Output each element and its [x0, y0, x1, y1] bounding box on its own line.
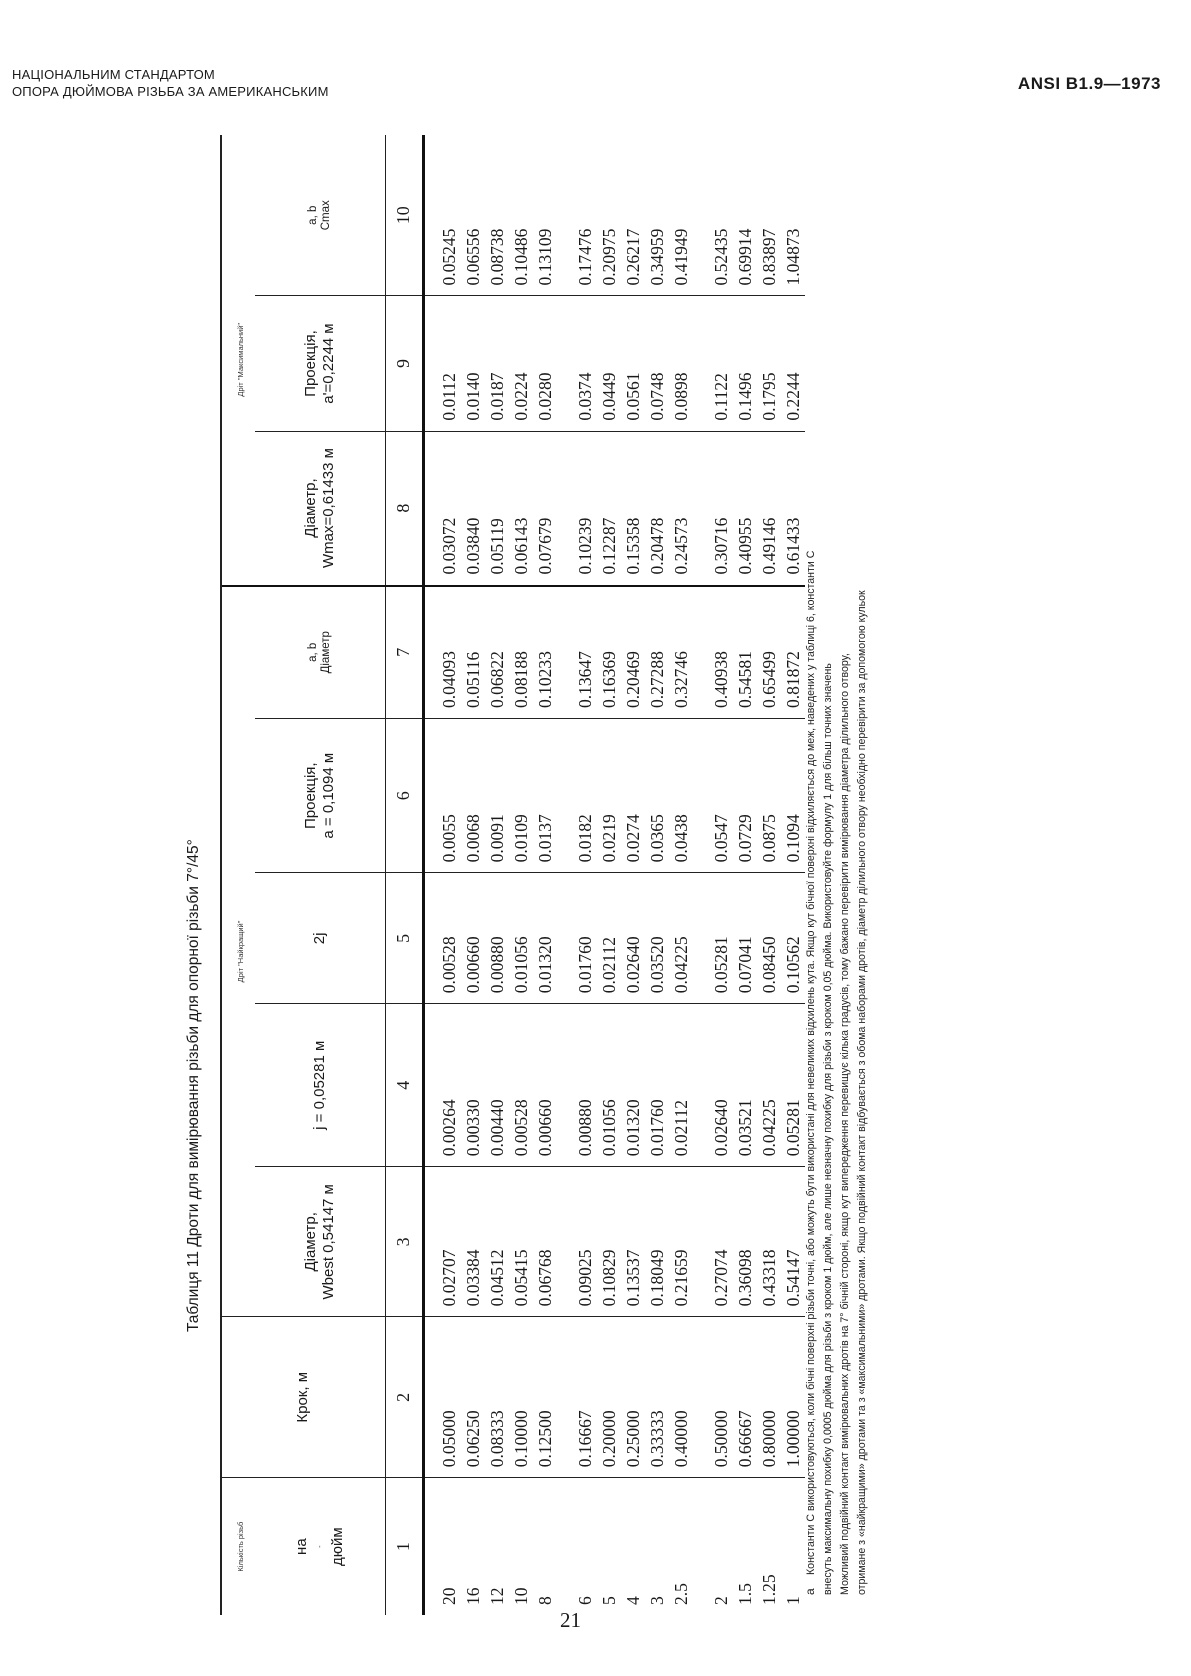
cell-value: 0.0187	[486, 372, 507, 421]
cell-value: 0.54581	[734, 651, 755, 708]
c-max-column	[423, 135, 805, 296]
col-number: 7	[385, 586, 423, 719]
col-number: 1	[385, 1478, 423, 1615]
cell-value: 0.00330	[462, 1099, 483, 1157]
cell-value: 0.00660	[534, 1099, 555, 1157]
footnote-line-4: отримане з «найкращими» дротами та з «максимальними» дротами. Якщо подвійний контакт відбувається з обома наборами дротів, діаметр ділильного отвору необхідно перевірити за допомогою кульок	[856, 590, 868, 1595]
projection-a-header-line2: a = 0,1094 м	[319, 752, 337, 839]
footnote-mark: a	[803, 1588, 817, 1595]
cell-value: 5	[598, 1596, 619, 1605]
group-gap	[693, 587, 709, 708]
cell-value: 0.0112	[438, 373, 459, 421]
cell-value: 1.04873	[782, 228, 803, 286]
best-wire-group-label: Дріт "Найкращий"	[235, 920, 245, 983]
cell-value: 0.06556	[462, 228, 483, 286]
cell-value: 0.1795	[758, 372, 779, 421]
cell-value: 0.40000	[670, 1410, 691, 1468]
page-number: 21	[560, 1608, 581, 1632]
tpi-header-line1: на	[292, 1538, 310, 1555]
cell-value: 0.0280	[534, 372, 555, 421]
cell-value: 0.09025	[574, 1249, 595, 1307]
group-gap	[557, 1004, 573, 1156]
col-number: 3	[385, 1167, 423, 1317]
cell-value: 0.01760	[646, 1099, 667, 1157]
diameter-column	[423, 586, 805, 719]
cell-value: 0.40938	[710, 651, 731, 708]
footnotes	[802, 155, 871, 1595]
projection-a2-header-line1: Проекція,	[301, 330, 319, 397]
cell-value: 0.80000	[758, 1410, 779, 1468]
group-header-row	[221, 135, 255, 1615]
group-gap	[557, 873, 573, 993]
group-gap	[557, 1317, 573, 1467]
w-best-header-line1: Діаметр,	[301, 1212, 319, 1272]
cell-value: 0.05119	[486, 518, 507, 575]
header-2j	[255, 873, 385, 1004]
cell-value: 0.13109	[534, 228, 555, 286]
cell-value: 0.36098	[734, 1249, 755, 1307]
cell-value: 0.08738	[486, 228, 507, 286]
cell-value: 0.0137	[534, 814, 555, 863]
cell-value: 0.07041	[734, 936, 755, 994]
cell-value: 0.0374	[574, 372, 595, 421]
cell-value: 0.10829	[598, 1249, 619, 1307]
col-number: 6	[385, 719, 423, 873]
cell-value: 3	[646, 1596, 667, 1605]
header-projection-a2	[255, 296, 385, 431]
cell-value: 0.06822	[486, 651, 507, 708]
cell-value: 0.08450	[758, 936, 779, 994]
cell-value: 6	[574, 1596, 595, 1605]
cell-value: 0.10000	[510, 1410, 531, 1468]
cell-value: 10	[510, 1587, 531, 1605]
cell-value: 0.52435	[710, 228, 731, 286]
cell-value: 0.0224	[510, 372, 531, 421]
cell-value: 0.20469	[622, 651, 643, 708]
col-number: 4	[385, 1004, 423, 1167]
cell-value: 0.10239	[574, 517, 595, 575]
cell-value: 0.03521	[734, 1099, 755, 1157]
cell-value: 0.1496	[734, 372, 755, 421]
cell-value: 0.0898	[670, 372, 691, 421]
cell-value: 0.05415	[510, 1249, 531, 1307]
header-pitch	[221, 1317, 385, 1478]
cell-value: 0.08333	[486, 1410, 507, 1468]
cell-value: 0.30716	[710, 517, 731, 575]
tpi-header-line2: -	[314, 1545, 324, 1548]
threads-group-label: Кількість різьб	[235, 1521, 245, 1572]
cell-value: 0.34959	[646, 228, 667, 286]
cell-value: 0.25000	[622, 1410, 643, 1468]
cell-value: 0.20478	[646, 517, 667, 575]
cell-value: 0.00528	[510, 1099, 531, 1157]
cell-value: 0.0547	[710, 814, 731, 863]
cell-value: 0.04225	[670, 936, 691, 994]
cell-value: 0.04093	[438, 651, 459, 708]
cell-value: 0.0438	[670, 814, 691, 863]
cell-value: 0.18049	[646, 1249, 667, 1307]
cell-value: 0.01760	[574, 936, 595, 994]
two-j-header-label: 2j	[310, 932, 328, 945]
cell-value: 0.17476	[574, 228, 595, 286]
cell-value: 0.00264	[438, 1099, 459, 1157]
cell-value: 0.12500	[534, 1410, 555, 1468]
group-gap	[693, 296, 709, 420]
j-column	[423, 1004, 805, 1167]
cell-value: 0.0055	[438, 814, 459, 863]
cell-value: 0.05116	[462, 651, 483, 708]
two-j-column	[423, 873, 805, 1004]
cell-value: 0.24573	[670, 517, 691, 575]
cell-value: 0.0875	[758, 814, 779, 863]
cell-value: 16	[462, 1587, 483, 1605]
cell-value: 0.05000	[438, 1410, 459, 1468]
cell-value: 0.06768	[534, 1249, 555, 1307]
group-gap	[693, 1004, 709, 1156]
cell-value: 4	[622, 1596, 643, 1605]
cell-value: 0.1122	[710, 373, 731, 421]
cell-value: 0.15358	[622, 517, 643, 575]
group-label-threads	[221, 1478, 255, 1615]
tpi-header-line3: дюйм	[328, 1527, 346, 1566]
thread-wire-table	[220, 135, 805, 1615]
cell-value: 0.69914	[734, 228, 755, 286]
cell-value: 0.01320	[534, 936, 555, 994]
group-gap	[557, 1478, 573, 1605]
cell-value: 1.25	[758, 1574, 779, 1605]
group-gap	[557, 719, 573, 862]
header-j	[255, 1004, 385, 1167]
cell-value: 0.05281	[782, 1099, 803, 1157]
max-wire-group-label: Дріт "Максимальний"	[235, 322, 245, 397]
group-gap	[557, 296, 573, 420]
cell-value: 12	[486, 1587, 507, 1605]
diameter-header-line2: Діаметр	[319, 631, 332, 674]
cell-value: 0.03520	[646, 936, 667, 994]
cell-value: 0.65499	[758, 651, 779, 708]
group-gap	[557, 135, 573, 285]
cell-value: 0.0748	[646, 372, 667, 421]
cell-value: 0.20000	[598, 1410, 619, 1468]
cell-value: 0.00880	[574, 1099, 595, 1157]
cell-value: 0.07679	[534, 517, 555, 575]
projection-a2-header-line2: a'=0,2244 м	[319, 323, 337, 404]
cell-value: 0.0561	[622, 372, 643, 421]
footnote-line-1	[802, 155, 820, 1595]
header-projection-a	[255, 719, 385, 873]
cell-value: 0.05245	[438, 228, 459, 286]
cell-value: 0.33333	[646, 1410, 667, 1468]
header-left-line1: НАЦІОНАЛЬНИМ СТАНДАРТОМ	[12, 67, 215, 82]
cell-value: 0.13647	[574, 651, 595, 708]
col-number: 5	[385, 873, 423, 1004]
cell-value: 2	[710, 1596, 731, 1605]
cell-value: 0.66667	[734, 1410, 755, 1468]
cell-value: 0.02112	[670, 1100, 691, 1157]
cell-value: 0.83897	[758, 228, 779, 286]
cell-value: 0.12287	[598, 517, 619, 575]
cell-value: 0.08188	[510, 651, 531, 708]
cell-value: 0.1094	[782, 814, 803, 863]
group-gap	[693, 719, 709, 862]
cell-value: 1.5	[734, 1583, 755, 1605]
cell-value: 0.0449	[598, 372, 619, 421]
cell-value: 0.03840	[462, 517, 483, 575]
cell-value: 0.03072	[438, 517, 459, 575]
w-best-column	[423, 1167, 805, 1317]
cell-value: 1.00000	[782, 1410, 803, 1468]
tpi-column	[423, 1478, 805, 1615]
column-number-row	[385, 135, 423, 1615]
cell-value: 0.0182	[574, 814, 595, 863]
cell-value: 0.0091	[486, 814, 507, 863]
group-gap	[693, 135, 709, 285]
cell-value: 1	[782, 1596, 803, 1605]
cell-value: 0.02707	[438, 1249, 459, 1307]
cell-value: 0.06143	[510, 517, 531, 575]
cell-value: 0.61433	[782, 517, 803, 575]
pitch-column	[423, 1317, 805, 1478]
header-c-max	[255, 135, 385, 296]
group-gap	[693, 432, 709, 575]
cell-value: 0.01320	[622, 1099, 643, 1157]
group-label-max-wire	[221, 135, 255, 586]
cell-value: 20	[438, 1587, 459, 1605]
group-gap	[693, 1317, 709, 1467]
pitch-header-label: Крок, м	[294, 1371, 312, 1423]
header-left-line2: ОПОРА ДЮЙМОВА РІЗЬБА ЗА АМЕРИКАНСЬКИМ	[12, 84, 329, 99]
cell-value: 0.05281	[710, 936, 731, 994]
table-title: Таблиця 11 Дроти для вимірювання різьби для опорної різьби 7°/45°	[185, 839, 202, 1332]
cell-value: 0.02640	[622, 936, 643, 994]
cell-value: 0.02112	[598, 937, 619, 994]
projection-a2-column	[423, 296, 805, 431]
cell-value: 0.27288	[646, 651, 667, 708]
cell-value: 2.5	[670, 1583, 691, 1605]
cell-value: 0.43318	[758, 1249, 779, 1307]
w-max-column	[423, 431, 805, 585]
cell-value: 0.06250	[462, 1410, 483, 1468]
cell-value: 0.40955	[734, 517, 755, 575]
rotated-table-page	[180, 115, 950, 1615]
col-number: 8	[385, 431, 423, 585]
cell-value: 0.00880	[486, 936, 507, 994]
header-left	[12, 66, 329, 100]
cell-value: 0.04225	[758, 1099, 779, 1157]
cell-value: 0.26217	[622, 228, 643, 286]
cell-value: 0.0219	[598, 814, 619, 863]
j-header-label: j = 0,05281 м	[310, 1040, 328, 1130]
cell-value: 0.0729	[734, 814, 755, 863]
cell-value: 0.0109	[510, 814, 531, 863]
cell-value: 0.32746	[670, 651, 691, 708]
group-label-best-wire	[221, 586, 255, 1317]
cell-value: 0.10562	[782, 936, 803, 994]
col-number: 9	[385, 296, 423, 431]
header-diameter	[255, 586, 385, 719]
cell-value: 0.49146	[758, 517, 779, 575]
footnote-line-3: Можливий подвійний контакт вимірювальних дротів на 7° бічній стороні, якщо кут випередження перевищує кілька градусів, тому бажано перевірити вимірювання діаметра ділильного отвору,	[839, 653, 851, 1595]
cell-value: 0.16369	[598, 651, 619, 708]
cell-value: 0.13537	[622, 1249, 643, 1307]
cell-value: 0.01056	[598, 1099, 619, 1157]
cell-value: 0.2244	[782, 372, 803, 421]
cell-value: 0.27074	[710, 1249, 731, 1307]
c-max-header-line2: Cmax	[319, 200, 332, 231]
cell-value: 0.81872	[782, 651, 803, 708]
w-max-header-line2: Wmax=0,61433 м	[319, 448, 337, 569]
group-gap	[557, 1167, 573, 1306]
cell-value: 0.20975	[598, 228, 619, 286]
diameter-header-line1: a, b	[306, 642, 319, 662]
col-number: 2	[385, 1317, 423, 1478]
group-gap	[693, 1478, 709, 1605]
cell-value: 0.21659	[670, 1249, 691, 1307]
cell-value: 0.01056	[510, 936, 531, 994]
cell-value: 0.0068	[462, 814, 483, 863]
projection-a-column	[423, 719, 805, 873]
group-gap	[693, 873, 709, 993]
cell-value: 0.04512	[486, 1249, 507, 1307]
cell-value: 0.03384	[462, 1249, 483, 1307]
group-gap	[557, 432, 573, 575]
cell-value: 8	[534, 1596, 555, 1605]
cell-value: 0.10233	[534, 651, 555, 708]
footnote-line-2: внесуть максимальну похибку 0,0005 дюйма для різьби з кроком 1 дюйм, але лише незначну похибку для різьби з кроком 0,05 дюйма. Використовуйте формулу 1 для більш точних значень	[822, 663, 834, 1595]
header-w-max	[255, 431, 385, 585]
col-number: 10	[385, 135, 423, 296]
cell-value: 0.00528	[438, 936, 459, 994]
cell-value: 0.50000	[710, 1410, 731, 1468]
cell-value: 0.00440	[486, 1099, 507, 1157]
header-w-best	[255, 1167, 385, 1317]
cell-value: 0.0274	[622, 814, 643, 863]
cell-value: 0.10486	[510, 228, 531, 286]
cell-value: 0.16667	[574, 1410, 595, 1468]
cell-value: 0.0365	[646, 814, 667, 863]
header-tpi	[255, 1478, 385, 1615]
header-standard-code: ANSI B1.9—1973	[1017, 74, 1161, 93]
c-max-header-line1: a, b	[306, 205, 319, 225]
cell-value: 0.00660	[462, 936, 483, 994]
group-gap	[693, 1167, 709, 1306]
data-row	[423, 135, 805, 1615]
footnote-text-1: Константи С використовуються, коли бічні поверхні різьби точні, або можуть бути використані для невеликих відхилень кута. Якщо кут бічної поверхні відхиляється до меж, наведених у таблиці 6, константи С	[805, 550, 817, 1575]
projection-a-header-line1: Проекція,	[301, 762, 319, 830]
cell-value: 0.0140	[462, 372, 483, 421]
cell-value: 0.41949	[670, 228, 691, 286]
w-best-header-line2: Wbest 0,54147 м	[319, 1184, 337, 1300]
group-gap	[557, 587, 573, 708]
w-max-header-line1: Діаметр,	[301, 478, 319, 538]
cell-value: 0.54147	[782, 1249, 803, 1307]
cell-value: 0.02640	[710, 1099, 731, 1157]
